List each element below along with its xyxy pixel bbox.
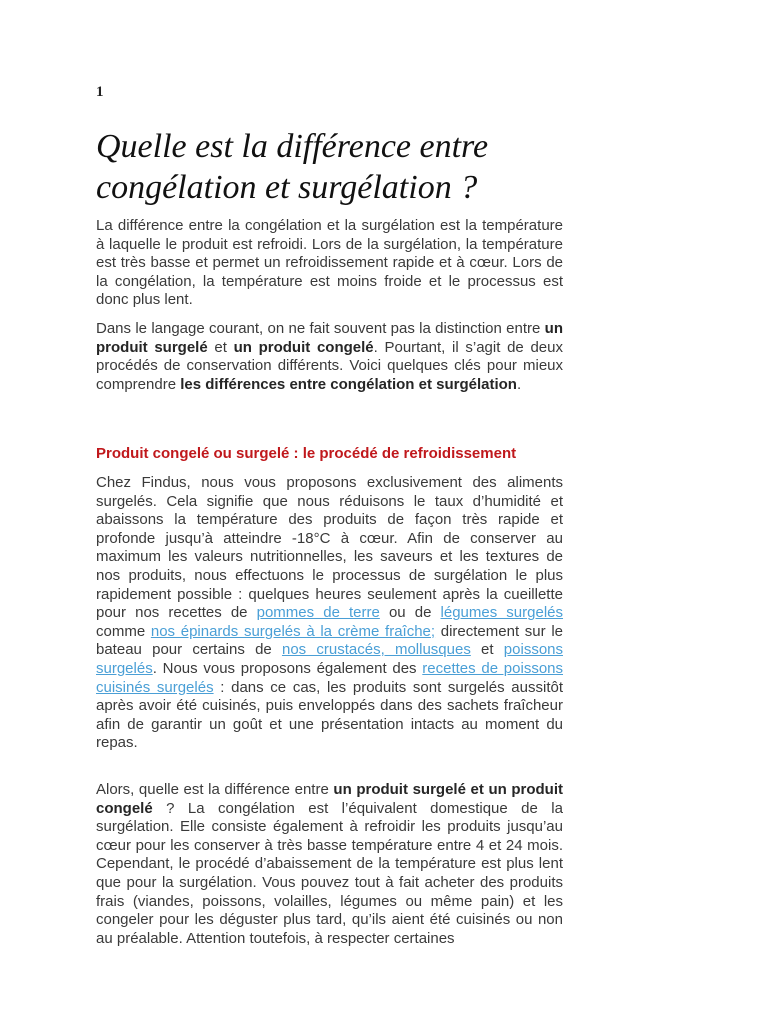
text-run: Chez Findus, nous vous proposons exclusivement des aliments surgelés. Cela signifie que nous réduisons le taux d’humidité et abaissons la température des produits de façon très rapide et profonde jusqu’à atteindre -18°C à cœur. Afin de conserver au maximum les valeurs nutritionnelles, les saveurs et les textures de nos produits, nous effectuons le processus de surgélation le plus rapidement possible : quelques heures seulement après la cueillette pour nos recettes de [96, 474, 563, 622]
bold-term-difference: un produit surgelé et un produit congelé [96, 781, 564, 817]
text-run: . Pourtant, il s’agit de deux procédés de conservation différents. Voici quelques clés pour mieux comprendre [96, 338, 563, 393]
page-number: 1 [96, 84, 104, 100]
bold-term-differences: les différences entre congélation et surgélation [180, 375, 517, 393]
bold-term-surgele: un produit surgelé [96, 320, 563, 356]
text-run: Dans le langage courant, on ne fait souvent pas la distinction entre [96, 320, 545, 337]
text-run: : dans ce cas, les produits sont surgelés aussitôt après avoir été cuisinés, puis enveloppés dans des sachets fraîcheur afin de garantir un goût et une présentation intacts au moment du repas. [96, 678, 563, 752]
link-crustaces-mollusques[interactable]: nos crustacés, mollusques [281, 641, 471, 659]
text-run: et [470, 641, 504, 659]
link-poissons-surgeles[interactable]: poissons surgelés [96, 641, 563, 677]
distinction-paragraph [96, 320, 563, 394]
section-heading: Produit congelé ou surgelé : le procédé de refroidissement [96, 445, 517, 462]
bold-term-congele: un produit congelé [233, 338, 374, 356]
text-run: ou de [379, 604, 441, 622]
text-run: Alors, quelle est la différence entre [96, 781, 334, 798]
text-run: et [207, 338, 234, 356]
findus-paragraph [96, 474, 563, 753]
link-epinards-creme[interactable]: nos épinards surgelés à la crème fraîche; [150, 622, 436, 640]
link-legumes-surgeles[interactable]: légumes surgelés [440, 604, 564, 622]
link-recettes-poissons-cuisines[interactable]: recettes de poissons cuisinés surgelés [96, 659, 563, 696]
text-run: directement sur le bateau pour certains de [96, 622, 563, 659]
link-pommes-de-terre[interactable]: pommes de terre [256, 604, 380, 622]
text-run: . Nous vous proposons également des [152, 659, 423, 677]
text-run: comme [96, 622, 151, 640]
difference-paragraph [96, 781, 563, 948]
text-run: . [516, 375, 522, 393]
page-title: Quelle est la différence entre congélation et surgélation ? [96, 128, 489, 206]
intro-paragraph: La différence entre la congélation et la surgélation est la température à laquelle le produit est refroidi. Lors de la surgélation, la température est très basse et permet un refroidissement rapide et à cœur. Lors de la congélation, la température est moins froide et le processus est donc plus lent. [96, 217, 563, 309]
text-run: ? La congélation est l’équivalent domestique de la surgélation. Elle consiste également à refroidir les produits jusqu’au cœur pour les conserver à très basse température entre 4 et 24 mois. Cependant, le procédé d’abaissement de la température est plus lent que pour la surgélation. Vous pouvez tout à fait acheter des produits frais (viandes, poissons, volailles, légumes ou même pain) et les congeler pour les déguster plus tard, qu’ils aient été cuisinés ou non au préalable. Attention toutefois, à respecter certaines [96, 799, 563, 947]
